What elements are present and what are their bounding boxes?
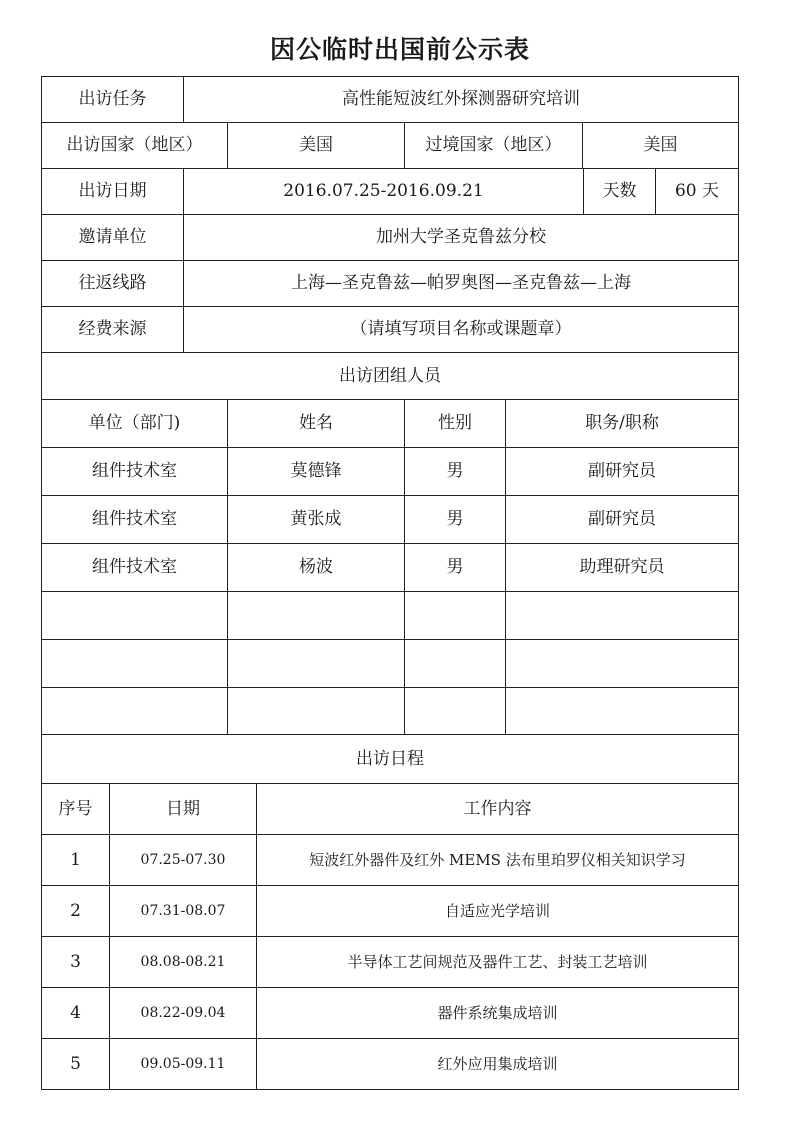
schedule-date: 09.05-09.11: [109, 1038, 257, 1090]
days-value: 60 天: [655, 168, 739, 215]
schedule-content: 短波红外器件及红外 MEMS 法布里珀罗仪相关知识学习: [256, 834, 739, 886]
schedule-date: 07.25-07.30: [109, 834, 257, 886]
date-label: 出访日期: [41, 168, 184, 215]
schedule-date: 08.08-08.21: [109, 936, 257, 988]
empty-cell: [41, 639, 228, 688]
empty-cell: [404, 591, 506, 640]
schedule-index: 5: [41, 1038, 110, 1090]
empty-cell: [227, 639, 405, 688]
schedule-section-title: 出访日程: [41, 734, 739, 784]
members-header-title: 职务/职称: [505, 399, 739, 448]
members-section-title: 出访团组人员: [41, 352, 739, 400]
member-gender: 男: [404, 495, 506, 544]
schedule-header-index: 序号: [41, 783, 110, 835]
member-gender: 男: [404, 543, 506, 592]
members-header-name: 姓名: [227, 399, 405, 448]
empty-cell: [505, 639, 739, 688]
member-name: 杨波: [227, 543, 405, 592]
members-header-unit: 单位（部门): [41, 399, 228, 448]
country-value: 美国: [227, 122, 405, 169]
member-unit: 组件技术室: [41, 447, 228, 496]
empty-cell: [404, 639, 506, 688]
task-value: 高性能短波红外探测器研究培训: [183, 76, 739, 123]
member-name: 黄张成: [227, 495, 405, 544]
route-label: 往返线路: [41, 260, 184, 307]
schedule-date: 08.22-09.04: [109, 987, 257, 1039]
transit-value: 美国: [582, 122, 739, 169]
member-title: 副研究员: [505, 495, 739, 544]
empty-cell: [41, 687, 228, 735]
route-value: 上海—圣克鲁兹—帕罗奥图—圣克鲁兹—上海: [183, 260, 739, 307]
member-title: 副研究员: [505, 447, 739, 496]
schedule-header-content: 工作内容: [256, 783, 739, 835]
schedule-content: 自适应光学培训: [256, 885, 739, 937]
empty-cell: [505, 591, 739, 640]
empty-cell: [227, 687, 405, 735]
inviter-label: 邀请单位: [41, 214, 184, 261]
country-label: 出访国家（地区）: [41, 122, 228, 169]
member-name: 莫德锋: [227, 447, 405, 496]
schedule-index: 4: [41, 987, 110, 1039]
empty-cell: [41, 591, 228, 640]
schedule-content: 半导体工艺间规范及器件工艺、封装工艺培训: [256, 936, 739, 988]
schedule-content: 红外应用集成培训: [256, 1038, 739, 1090]
empty-cell: [505, 687, 739, 735]
schedule-date: 07.31-08.07: [109, 885, 257, 937]
date-value: 2016.07.25-2016.09.21: [183, 168, 584, 215]
schedule-index: 2: [41, 885, 110, 937]
member-unit: 组件技术室: [41, 543, 228, 592]
days-label: 天数: [583, 168, 656, 215]
task-label: 出访任务: [41, 76, 184, 123]
schedule-content: 器件系统集成培训: [256, 987, 739, 1039]
funding-label: 经费来源: [41, 306, 184, 353]
form-title: 因公临时出国前公示表: [269, 35, 530, 64]
empty-cell: [404, 687, 506, 735]
member-unit: 组件技术室: [41, 495, 228, 544]
empty-cell: [227, 591, 405, 640]
members-header-gender: 性别: [404, 399, 506, 448]
schedule-header-date: 日期: [109, 783, 257, 835]
schedule-index: 3: [41, 936, 110, 988]
funding-value: （请填写项目名称或课题章）: [183, 306, 739, 353]
member-title: 助理研究员: [505, 543, 739, 592]
member-gender: 男: [404, 447, 506, 496]
disclosure-form: [41, 76, 739, 1090]
schedule-index: 1: [41, 834, 110, 886]
inviter-value: 加州大学圣克鲁兹分校: [183, 214, 739, 261]
transit-label: 过境国家（地区）: [404, 122, 583, 169]
